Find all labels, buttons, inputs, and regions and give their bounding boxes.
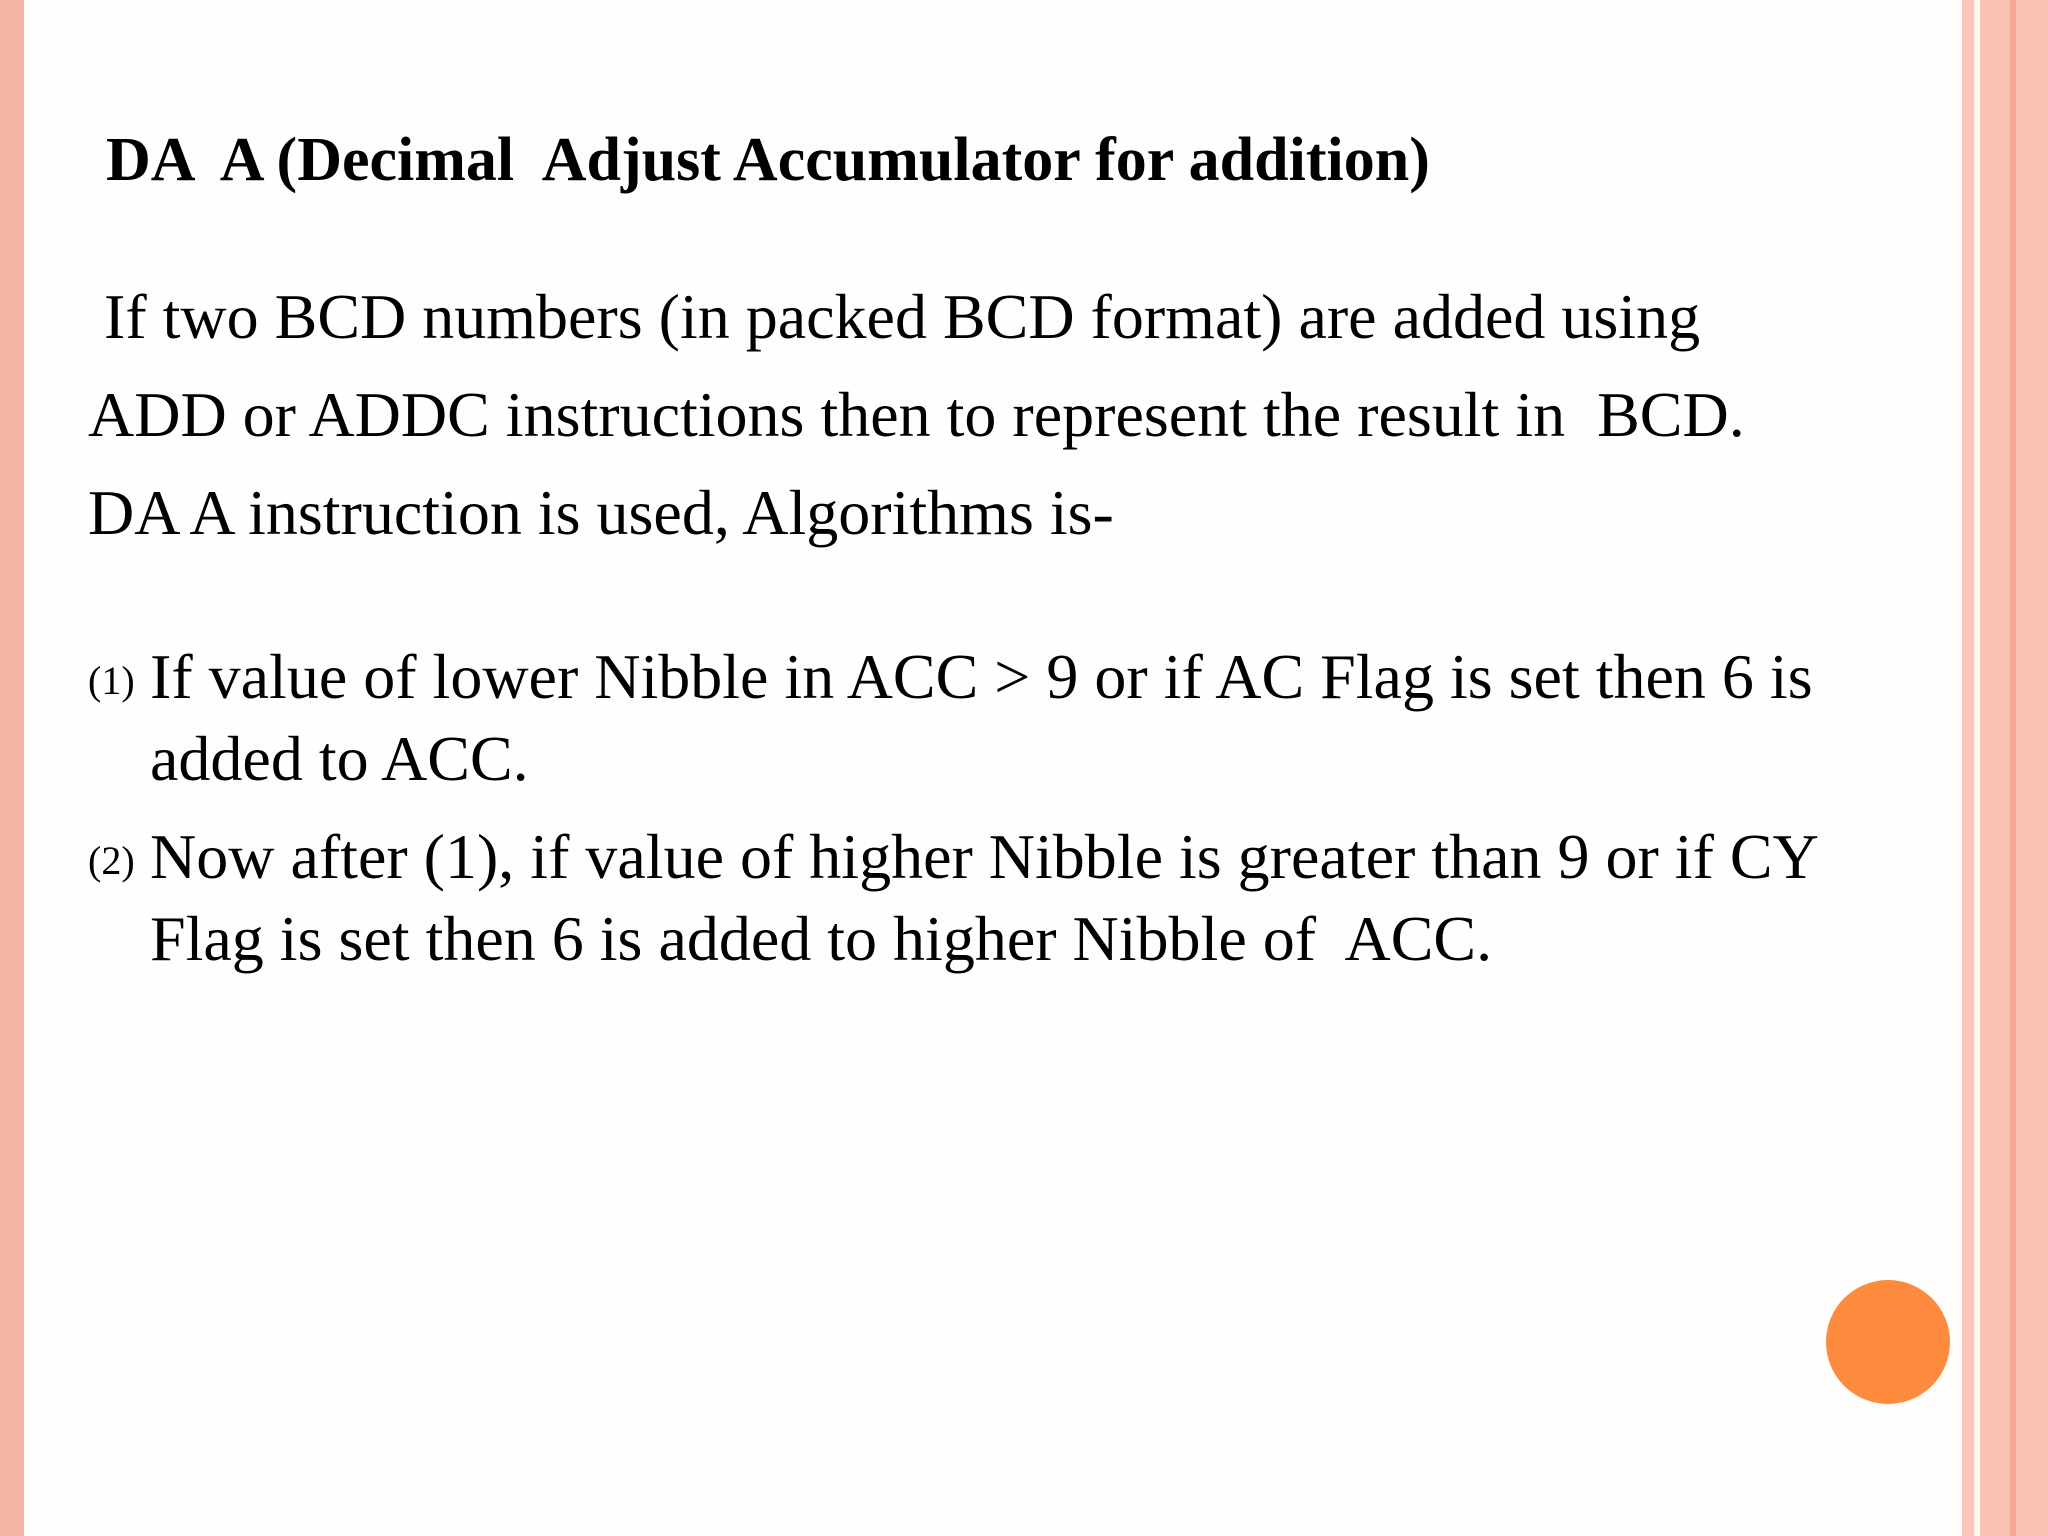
left-border-stripe: [0, 0, 24, 1536]
step-line: If value of lower Nibble in ACC > 9 or if AC Flag is set then 6 is: [150, 641, 1813, 712]
slide-title: DA A (Decimal Adjust Accumulator for addition): [106, 126, 1430, 194]
intro-line: DA A instruction is used, Algorithms is-: [88, 477, 1114, 548]
intro-line: ADD or ADDC instructions then to represent the result in BCD.: [88, 379, 1745, 450]
algorithm-steps: [88, 636, 1948, 996]
step-marker: (2): [88, 838, 135, 883]
step-1: [88, 636, 1948, 800]
step-line: Now after (1), if value of higher Nibble is greater than 9 or if CY: [150, 821, 1819, 892]
right-border-stripe-outer: [1980, 0, 2048, 1536]
step-line: added to ACC.: [150, 723, 529, 794]
step-line: Flag is set then 6 is added to higher Nibble of ACC.: [150, 903, 1493, 974]
step-2: [88, 816, 1948, 980]
decorative-circle: [1826, 1280, 1950, 1404]
intro-line: If two BCD numbers (in packed BCD format) are added using: [88, 281, 1701, 352]
right-border-stripe-inner: [1962, 0, 1974, 1536]
step-marker: (1): [88, 658, 135, 703]
intro-paragraph: [88, 268, 1888, 562]
